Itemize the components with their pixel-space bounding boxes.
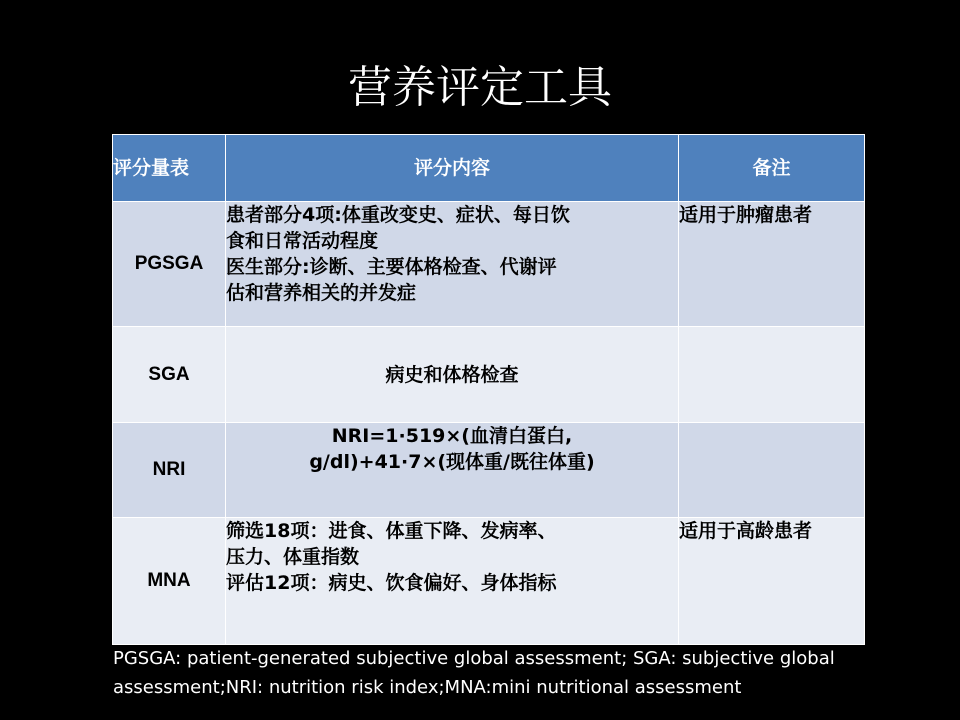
- abbreviation-footnote: PGSGA: patient-generated subjective global assessment; SGA: subjective global assessment;NRI: nutrition risk index;MNA:mini nutritional assessment: [113, 648, 835, 698]
- header-content: 评分内容: [226, 135, 679, 202]
- content-line: 压力、体重指数: [226, 546, 360, 568]
- note-nri: [679, 423, 865, 518]
- scale-name-mna: MNA: [113, 518, 226, 645]
- content-pgsga: [226, 202, 679, 327]
- content-line: 筛选18项：进食、体重下降、发病率、: [226, 520, 557, 542]
- content-sga: [226, 327, 679, 423]
- scale-name-pgsga: PGSGA: [113, 202, 226, 327]
- slide-title: 营养评定工具: [348, 62, 612, 113]
- table-row-mna: [113, 518, 865, 645]
- note-pgsga: 适用于肿瘤患者: [679, 202, 865, 327]
- table-row-nri: [113, 423, 865, 518]
- header-scale-name: 评分量表: [113, 135, 226, 202]
- content-mna: [226, 518, 679, 645]
- note-sga: [679, 327, 865, 423]
- assessment-tools-table: [112, 134, 865, 645]
- content-line: NRI=1·519×(血清白蛋白,: [331, 425, 573, 447]
- table-header-row: [113, 135, 865, 202]
- scale-name-sga: SGA: [113, 327, 226, 423]
- content-nri: [226, 423, 679, 518]
- content-line: 病史和体格检查: [385, 363, 519, 386]
- note-mna: 适用于高龄患者: [679, 518, 865, 645]
- table-row-sga: [113, 327, 865, 423]
- content-line: 估和营养相关的并发症: [226, 282, 417, 304]
- content-line: 医生部分:诊断、主要体格检查、代谢评: [226, 256, 557, 278]
- header-note: 备注: [679, 135, 865, 202]
- content-line: 患者部分4项:体重改变史、症状、每日饮: [226, 204, 570, 226]
- content-line: 评估12项：病史、饮食偏好、身体指标: [226, 572, 557, 594]
- content-line: g/dl)+41·7×(现体重/既往体重): [309, 451, 595, 473]
- table-row-pgsga: [113, 202, 865, 327]
- scale-name-nri: NRI: [113, 423, 226, 518]
- content-line: 食和日常活动程度: [226, 230, 379, 252]
